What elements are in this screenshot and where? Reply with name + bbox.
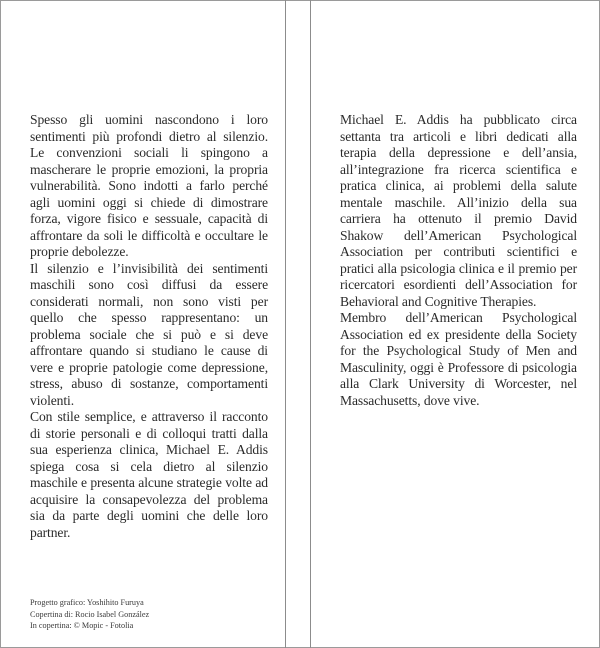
bio-paragraph-2: Membro dell’American Psychological Association ed ex presidente della Society for the Psychological Study of Men and Masculinity, oggi è Professore di psicologia alla Clark University di Worcester, nel Massachusetts, dove vive. — [340, 310, 577, 408]
blurb-paragraph-2: Il silenzio e l’invisibilità dei sentimenti maschili sono così diffusi da essere considerati normali, non sono visti per quello che spesso rappresentano: un problema sociale che si può e si deve affrontare quando si studiano le cause di vere e proprie patologie come depressione, stress, abuso di sostanze, comportamenti violenti. — [30, 260, 268, 408]
fold-line-right — [310, 0, 311, 648]
credits — [30, 597, 250, 632]
credit-design: Progetto grafico: Yoshihito Furuya — [30, 598, 144, 607]
author-bio — [340, 112, 577, 409]
blurb-paragraph-1: Spesso gli uomini nascondono i loro sentimenti più profondi dietro al silenzio. Le convenzioni sociali li spingono a mascherare le proprie emozioni, la propria vulnerabilità. Sono indotti a farlo perché agli uomini oggi si chiede di dimostrare forza, vigore fisico e sessuale, capacità di affrontare da soli le difficoltà e occultare le proprie debolezze. — [30, 112, 268, 259]
blurb-paragraph-3: Con stile semplice, e attraverso il racconto di storie personali e di colloqui tratti dalla sua esperienza clinica, Michael E. Addis spiega cosa si cela dietro al silenzio maschile e presenta alcune strategie volte ad acquisire la consapevolezza del problema sia da parte degli uomini che delle loro partner. — [30, 409, 268, 540]
bio-paragraph-1: Michael E. Addis ha pubblicato circa settanta tra articoli e libri dedicati alla terapia della depressione e dell’ansia, all’integrazione fra ricerca scientifica e pratica clinica, ai problemi della salute mentale maschile. All’inizio della sua carriera ha ottenuto il premio David Shakow dell’American Psychological Association per contributi scientifici e pratici alla psicologia clinica e il premio per ricercatori esordienti dell’Association for Behavioral and Cognitive Therapies. — [340, 112, 577, 309]
credit-cover-author: Copertina di: Rocio Isabel González — [30, 609, 150, 619]
left-flap-text — [30, 112, 268, 541]
fold-line-left — [285, 0, 286, 648]
credit-cover-image: In copertina: © Mopic - Fotolia — [30, 621, 134, 630]
